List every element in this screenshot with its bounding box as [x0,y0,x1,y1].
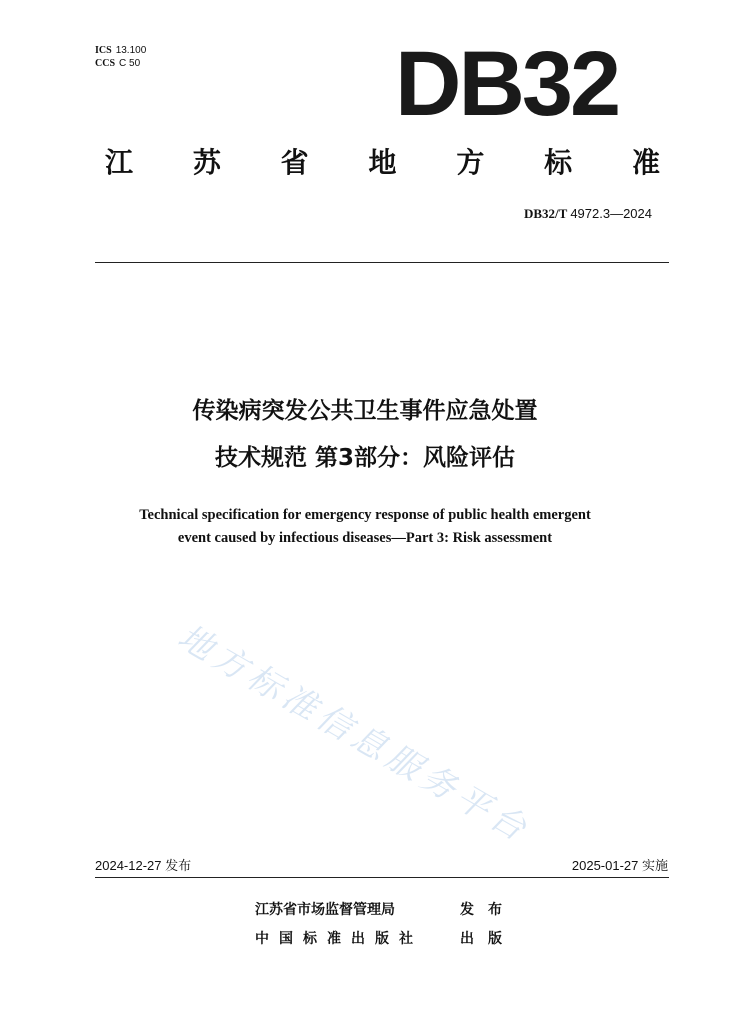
watermark: 地方标准信息服务平台 [171,616,538,852]
bottom-divider [95,877,669,878]
db32-logo: DB32 [395,33,619,135]
standard-type-char: 省 [280,146,309,179]
issue-date: 2024-12-27 发布 [95,858,192,873]
standard-type-char: 地 [368,146,397,179]
title-en-line2: event caused by infectious diseases—Part 3: Risk assessment [177,530,553,546]
classification-codes [95,44,146,70]
title-zh-line1: 传染病突发公共卫生事件应急处置 [192,398,538,424]
standard-type-char: 苏 [192,146,221,179]
ics-label: ICS [95,45,112,56]
ccs-value: C 50 [119,58,141,69]
standard-number-value: 4972.3—2024 [570,206,652,221]
issuer-name: 江苏省市场监督管理局 [255,902,395,918]
issuer-row [255,899,516,919]
publisher-action: 出版 [460,931,516,947]
title-en-line1: Technical specification for emergency response of public health emergent [139,507,591,523]
ccs-label: CCS [95,58,116,69]
publisher-name: 中国标准出版社 [255,931,423,947]
publisher-row [255,928,516,948]
ics-value: 13.100 [115,45,147,56]
standard-type-char: 江 [105,146,134,179]
standard-number [524,206,652,222]
ccs-code [95,57,146,70]
top-divider [95,262,669,263]
issuer-action: 发布 [460,902,516,918]
standard-number-prefix: DB32/T [523,206,568,221]
standard-type-heading [105,145,660,181]
standard-type-char: 方 [456,146,485,179]
implement-date: 2025-01-27 实施 [571,858,668,873]
standard-type-char: 标 [544,146,573,179]
standard-type-char: 准 [631,146,660,179]
title-zh-line2: 技术规范 第3部分：风险评估 [214,445,515,471]
ics-code [95,44,146,57]
